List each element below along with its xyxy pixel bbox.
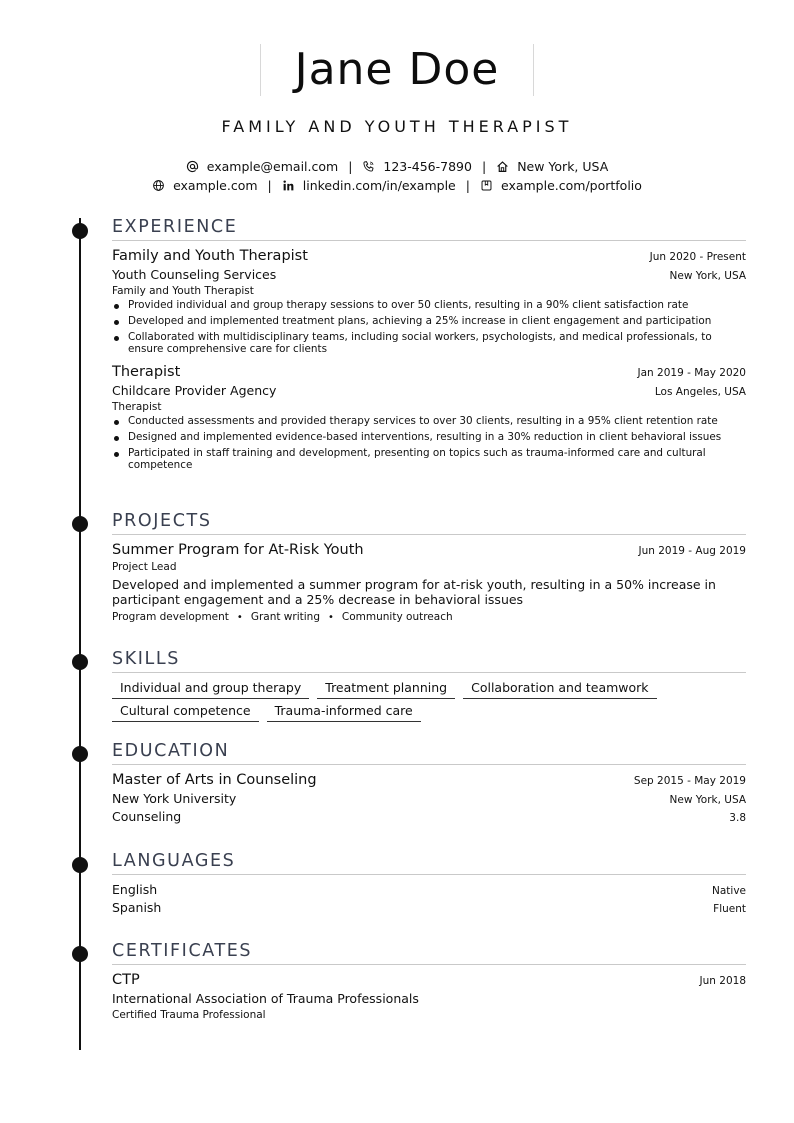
keyword-separator: • xyxy=(236,611,243,623)
experience-entry xyxy=(112,248,746,355)
section-title: PROJECTS xyxy=(112,508,746,535)
job-bullet: Designed and implemented evidence-based interventions, resulting in a 30% reduction in client behavioral issues xyxy=(112,431,746,443)
job-position: Therapist xyxy=(112,364,181,380)
language-row xyxy=(112,882,746,897)
contact-line-2 xyxy=(0,178,794,193)
education-school: New York University xyxy=(112,791,237,806)
job-role: Therapist xyxy=(112,401,162,413)
language-name: English xyxy=(112,882,158,897)
education-location: New York, USA xyxy=(669,794,746,806)
timeline-dot xyxy=(72,516,88,532)
portfolio-icon xyxy=(480,179,493,192)
contact-location-text: New York, USA xyxy=(517,159,609,174)
timeline-dot xyxy=(72,857,88,873)
contact-website-text: example.com xyxy=(173,178,258,193)
project-name: Summer Program for At-Risk Youth xyxy=(112,542,364,558)
job-location: New York, USA xyxy=(669,270,746,282)
contact-separator: | xyxy=(348,159,353,174)
contact-email[interactable] xyxy=(186,159,338,174)
globe-icon xyxy=(152,179,165,192)
education-field: Counseling xyxy=(112,809,182,824)
section-title: EDUCATION xyxy=(112,738,746,765)
contact-separator: | xyxy=(267,178,272,193)
project-keywords xyxy=(112,611,746,623)
timeline-dot xyxy=(72,946,88,962)
job-title: FAMILY AND YOUTH THERAPIST xyxy=(221,117,573,136)
project-role: Project Lead xyxy=(112,561,177,573)
education-dates: Sep 2015 - May 2019 xyxy=(633,775,746,787)
job-bullet: Provided individual and group therapy sessions to over 50 clients, resulting in a 90% client satisfaction rate xyxy=(112,299,746,311)
education-section xyxy=(112,738,746,824)
certificate-issuer: International Association of Trauma Professionals xyxy=(112,991,419,1006)
experience-entry xyxy=(112,364,746,471)
section-title: SKILLS xyxy=(112,646,746,673)
skill-tag: Cultural competence xyxy=(112,703,259,722)
candidate-name: Jane Doe xyxy=(260,44,535,96)
home-icon xyxy=(496,160,509,173)
certificate-date: Jun 2018 xyxy=(699,975,746,987)
contact-email-text: example@email.com xyxy=(206,159,339,174)
phone-icon xyxy=(362,160,375,173)
project-keyword: Community outreach xyxy=(341,611,453,623)
job-bullet: Collaborated with multidisciplinary teams, including social workers, psychologists, and medical professionals, to ensure comprehensive care for clients xyxy=(112,331,746,355)
projects-section xyxy=(112,508,746,623)
project-keyword: Program development xyxy=(112,611,229,623)
contact-portfolio-text: example.com/portfolio xyxy=(500,178,642,193)
contact-separator: | xyxy=(465,178,470,193)
skill-tag: Trauma-informed care xyxy=(267,703,421,722)
contact-website[interactable] xyxy=(152,178,257,193)
name-wrap xyxy=(0,44,794,96)
experience-section xyxy=(112,214,746,475)
certificate-full-name: Certified Trauma Professional xyxy=(112,1009,266,1021)
skills-tags xyxy=(112,680,712,722)
language-name: Spanish xyxy=(112,900,162,915)
job-bullet: Conducted assessments and provided therapy services to over 30 clients, resulting in a 95% client retention rate xyxy=(112,415,746,427)
job-bullet: Participated in staff training and development, presenting on topics such as trauma-informed care and cultural competence xyxy=(112,447,746,471)
language-level: Fluent xyxy=(713,903,746,915)
languages-section xyxy=(112,848,746,915)
education-entry xyxy=(112,772,746,824)
skills-section xyxy=(112,646,746,722)
job-position: Family and Youth Therapist xyxy=(112,248,308,264)
contact-phone[interactable] xyxy=(362,159,472,174)
education-gpa: 3.8 xyxy=(729,812,746,824)
contact-line-1 xyxy=(0,159,794,174)
section-title: CERTIFICATES xyxy=(112,938,746,965)
job-location: Los Angeles, USA xyxy=(654,386,746,398)
contact-separator: | xyxy=(481,159,487,174)
contact-location xyxy=(496,159,608,174)
skill-tag: Collaboration and teamwork xyxy=(463,680,656,699)
skill-tag: Treatment planning xyxy=(317,680,455,699)
timeline-line xyxy=(79,218,81,1050)
language-row xyxy=(112,900,746,915)
job-dates: Jun 2020 - Present xyxy=(649,251,746,263)
job-company: Childcare Provider Agency xyxy=(112,383,277,398)
job-bullets xyxy=(112,415,746,471)
keyword-separator: • xyxy=(328,611,334,623)
section-title: EXPERIENCE xyxy=(112,214,746,241)
job-bullets xyxy=(112,299,746,355)
section-title: LANGUAGES xyxy=(112,848,746,875)
contact-phone-text: 123-456-7890 xyxy=(383,159,472,174)
timeline-dot xyxy=(72,223,88,239)
timeline-dot xyxy=(72,746,88,762)
project-keyword: Grant writing xyxy=(250,611,320,623)
project-entry xyxy=(112,542,746,623)
contact-linkedin[interactable] xyxy=(282,178,456,193)
job-bullet: Developed and implemented treatment plans, achieving a 25% increase in client engagement and participation xyxy=(112,315,746,327)
contact-linkedin-text: linkedin.com/in/example xyxy=(302,178,456,193)
linkedin-icon xyxy=(282,179,295,192)
certificates-section xyxy=(112,938,746,1021)
timeline-dot xyxy=(72,654,88,670)
language-level: Native xyxy=(712,885,746,897)
project-description: Developed and implemented a summer program for at-risk youth, resulting in a 50% increase in participant engagement and a 25% decrease in behavioral issues xyxy=(112,577,716,607)
project-dates: Jun 2019 - Aug 2019 xyxy=(638,545,746,557)
job-dates: Jan 2019 - May 2020 xyxy=(637,367,746,379)
certificate-name: CTP xyxy=(112,972,140,988)
job-role: Family and Youth Therapist xyxy=(112,285,254,297)
at-icon xyxy=(186,160,199,173)
education-degree: Master of Arts in Counseling xyxy=(112,772,317,788)
contact-portfolio[interactable] xyxy=(480,178,642,193)
skill-tag: Individual and group therapy xyxy=(112,680,309,699)
job-company: Youth Counseling Services xyxy=(112,267,277,282)
